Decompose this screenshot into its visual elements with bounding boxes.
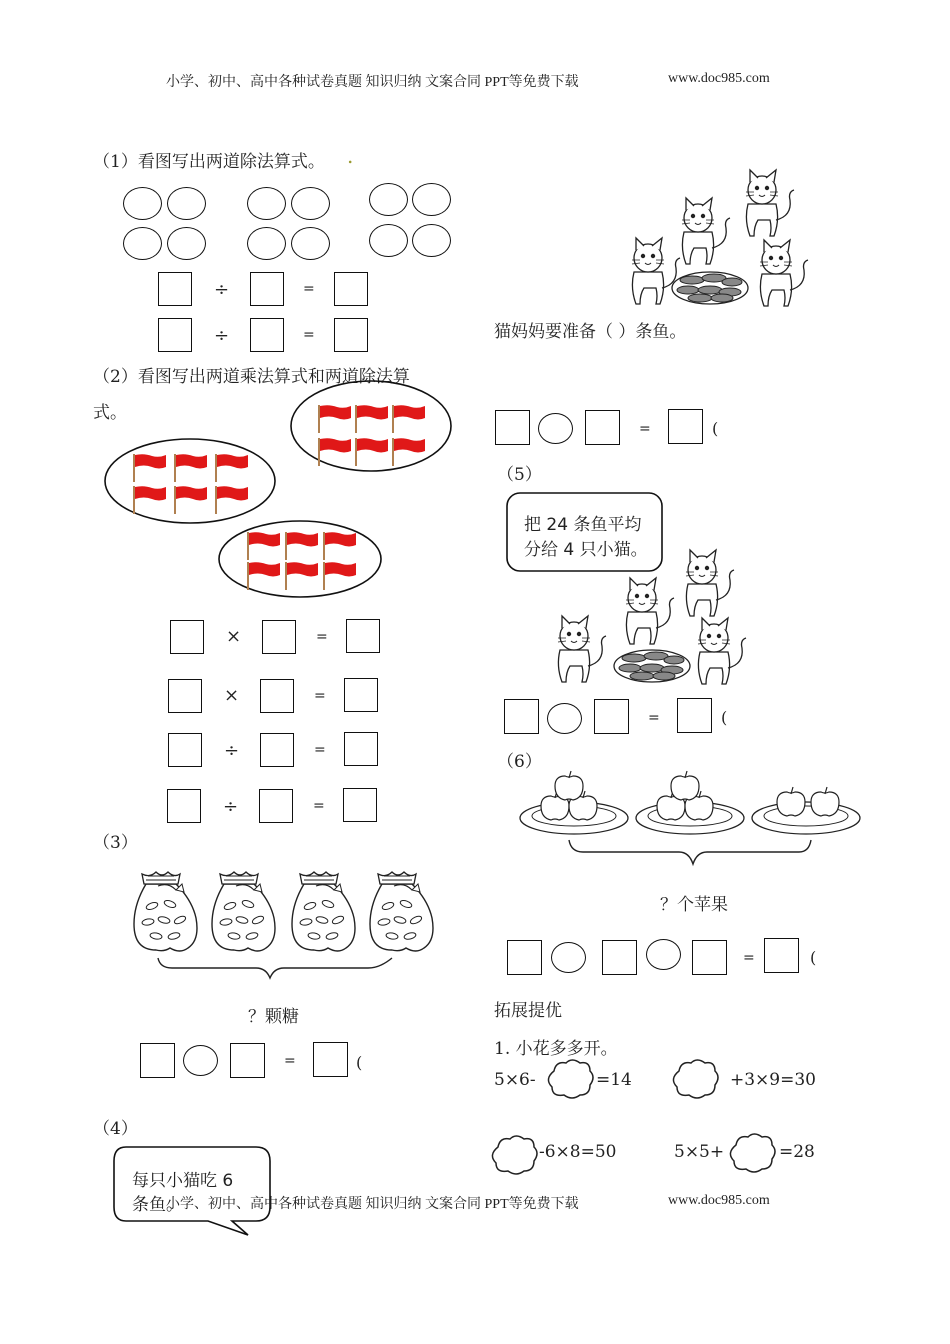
flag-group-oval-3 xyxy=(218,520,382,598)
equals-sign: = xyxy=(743,950,755,966)
equals-sign: = xyxy=(284,1053,296,1069)
circle xyxy=(412,183,451,216)
q4-operator-circle[interactable] xyxy=(538,413,573,444)
equals-sign: = xyxy=(639,421,651,437)
circle xyxy=(167,187,206,220)
q3-answer-box[interactable] xyxy=(140,1043,175,1078)
ext-title: 拓展提优 xyxy=(494,1001,562,1021)
q2-answer-box[interactable] xyxy=(343,788,377,822)
cloud-blank-2[interactable] xyxy=(669,1059,723,1103)
q6-caption: ？个苹果 xyxy=(660,895,728,915)
q6-paren: ( xyxy=(810,948,817,967)
q3-title: （3） xyxy=(93,833,138,853)
flag-group-oval-1 xyxy=(290,380,452,472)
flag-group-oval-2 xyxy=(104,438,276,524)
q4-answer-box[interactable] xyxy=(668,409,703,444)
equals-sign: = xyxy=(314,742,326,758)
q2-answer-box[interactable] xyxy=(260,733,294,767)
candy-bags-illustration xyxy=(128,870,428,980)
circle xyxy=(167,227,206,260)
q1-answer-box[interactable] xyxy=(250,272,284,306)
cats-with-fish-illustration xyxy=(606,168,836,313)
ext-eq1-prefix: 5×6- xyxy=(494,1070,536,1090)
apple-plates-illustration xyxy=(519,768,864,883)
q1-dot: . xyxy=(347,144,354,168)
q3-answer-box[interactable] xyxy=(313,1042,348,1077)
circle xyxy=(123,187,162,220)
q2-answer-box[interactable] xyxy=(170,620,204,654)
q4-answer-box[interactable] xyxy=(495,410,530,445)
q5-operator-circle[interactable] xyxy=(547,703,582,734)
equals-sign: = xyxy=(314,688,326,704)
q1-title: （1）看图写出两道除法算式。 xyxy=(93,152,325,172)
q5-title: （5） xyxy=(497,465,542,485)
q6-operator-circle[interactable] xyxy=(551,942,586,973)
circle xyxy=(369,224,408,257)
divide-sign: ÷ xyxy=(223,796,239,817)
q5-bubble-line2: 分给 4 只小猫。 xyxy=(524,540,648,560)
q1-answer-box[interactable] xyxy=(334,318,368,352)
q6-answer-box[interactable] xyxy=(764,938,799,973)
q2-title-line2: 式。 xyxy=(93,403,127,423)
q2-answer-box[interactable] xyxy=(168,733,202,767)
cloud-blank-3[interactable] xyxy=(488,1135,542,1179)
footer-url: www.doc985.com xyxy=(668,1193,770,1208)
divide-sign: ÷ xyxy=(224,740,240,761)
q6-title: （6） xyxy=(497,752,542,772)
circle xyxy=(291,187,330,220)
circle xyxy=(123,227,162,260)
q2-answer-box[interactable] xyxy=(260,679,294,713)
equals-sign: = xyxy=(648,710,660,726)
circle xyxy=(247,187,286,220)
q5-paren: ( xyxy=(721,708,728,727)
q2-answer-box[interactable] xyxy=(168,679,202,713)
q4-sentence: 猫妈妈要准备（ ）条鱼。 xyxy=(494,322,687,342)
circle xyxy=(247,227,286,260)
divide-sign: ÷ xyxy=(214,279,230,300)
q4-bubble-line2: 条鱼。 xyxy=(132,1195,183,1215)
q3-operator-circle[interactable] xyxy=(183,1045,218,1076)
ext-subtitle: 1. 小花多多开。 xyxy=(494,1039,618,1059)
cloud-blank-4[interactable] xyxy=(726,1133,780,1177)
ext-eq2-suffix: +3×9=30 xyxy=(730,1070,816,1090)
q3-caption: ？颗糖 xyxy=(248,1007,299,1027)
circle xyxy=(369,183,408,216)
q2-answer-box[interactable] xyxy=(259,789,293,823)
q1-answer-box[interactable] xyxy=(250,318,284,352)
q2-answer-box[interactable] xyxy=(262,620,296,654)
ext-eq4-prefix: 5×5+ xyxy=(674,1142,725,1162)
q1-answer-box[interactable] xyxy=(334,272,368,306)
multiply-sign: × xyxy=(226,626,242,647)
circle xyxy=(412,224,451,257)
q4-title: （4） xyxy=(93,1119,138,1139)
q6-answer-box[interactable] xyxy=(692,940,727,975)
q5-answer-box[interactable] xyxy=(594,699,629,734)
equals-sign: = xyxy=(316,629,328,645)
q2-answer-box[interactable] xyxy=(346,619,380,653)
cats-with-fish-illustration xyxy=(548,546,778,691)
footer-text: 小学、初中、高中各种试卷真题 知识归纳 文案合同 PPT等免费下载 xyxy=(166,1197,579,1212)
equals-sign: = xyxy=(303,281,315,297)
q6-operator-circle[interactable] xyxy=(646,939,681,970)
q1-answer-box[interactable] xyxy=(158,272,192,306)
q5-bubble-line1: 把 24 条鱼平均 xyxy=(524,515,642,535)
q4-answer-box[interactable] xyxy=(585,410,620,445)
q6-answer-box[interactable] xyxy=(507,940,542,975)
ext-eq1-suffix: =14 xyxy=(596,1070,632,1090)
cloud-blank-1[interactable] xyxy=(544,1059,598,1103)
equals-sign: = xyxy=(313,798,325,814)
ext-eq3-suffix: -6×8=50 xyxy=(539,1142,617,1162)
q2-answer-box[interactable] xyxy=(167,789,201,823)
q2-answer-box[interactable] xyxy=(344,732,378,766)
q4-paren: ( xyxy=(712,419,719,438)
q6-answer-box[interactable] xyxy=(602,940,637,975)
header-text: 小学、初中、高中各种试卷真题 知识归纳 文案合同 PPT等免费下载 xyxy=(166,75,579,90)
divide-sign: ÷ xyxy=(214,325,230,346)
q5-answer-box[interactable] xyxy=(504,699,539,734)
q3-answer-box[interactable] xyxy=(230,1043,265,1078)
q3-paren: ( xyxy=(356,1053,363,1072)
header-url: www.doc985.com xyxy=(668,71,770,86)
q5-answer-box[interactable] xyxy=(677,698,712,733)
multiply-sign: × xyxy=(224,685,240,706)
circle xyxy=(291,227,330,260)
ext-eq4-suffix: =28 xyxy=(779,1142,815,1162)
q4-bubble-line1: 每只小猫吃 6 xyxy=(132,1171,234,1191)
q1-answer-box[interactable] xyxy=(158,318,192,352)
equals-sign: = xyxy=(303,327,315,343)
q2-title-line1: （2）看图写出两道乘法算式和两道除法算 xyxy=(93,367,410,387)
q2-answer-box[interactable] xyxy=(344,678,378,712)
